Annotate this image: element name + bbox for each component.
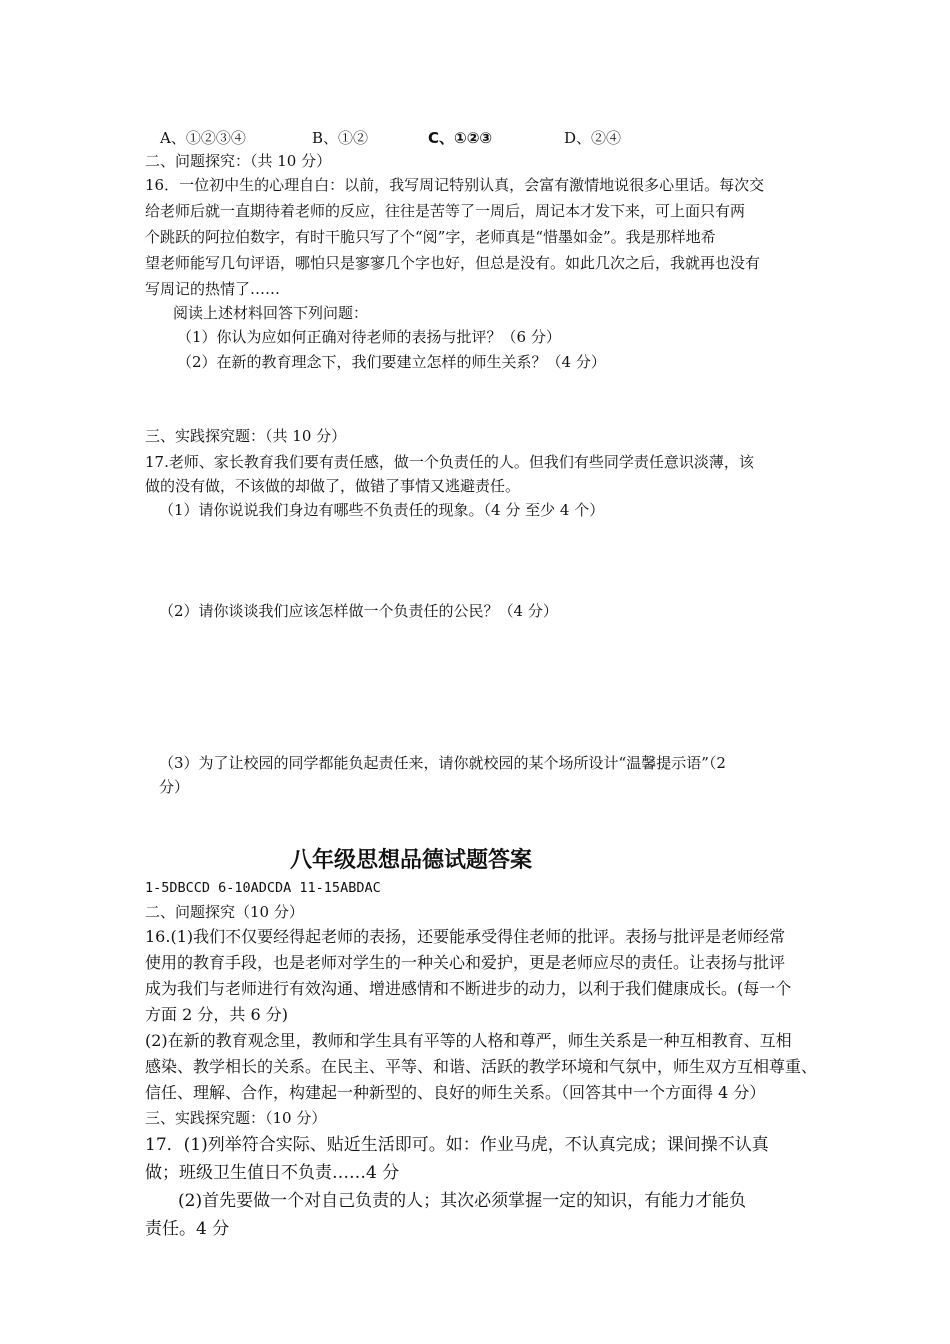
q16-line: 望老师能写几句评语，哪怕只是寥寥几个字也好，但总是没有。如此几次之后，我就再也没有 [145,254,761,272]
q17-sub3: （3）为了让校园的同学都能负起责任来，请你就校园的某个场所设计“温馨提示语”（2 [159,754,726,772]
q16-sub1: （1）你认为应如何正确对待老师的表扬与批评？（6 分） [177,328,561,346]
answer-title: 八年级思想品德试题答案 [290,848,533,873]
answer16-line: 方面 2 分，共 6 分) [145,1005,288,1024]
answer16-line: 成为我们与老师进行有效沟通、增进感情和不断进步的动力，以利于我们健康成长。(每一个 [145,979,792,998]
answer17-line: 做；班级卫生值日不负责……4 分 [145,1163,400,1183]
answer16-line: 使用的教育手段，也是老师对学生的一种关心和爱护，更是老师应尽的责任。让表扬与批评 [145,953,786,972]
q16-line: 给老师后就一直期待着老师的反应，往往是苦等了一周后，周记本才发下来，可上面只有两 [145,202,746,220]
answer16-line: 感染、教学相长的关系。在民主、平等、和谐、活跃的教学环境和气氛中，师生双方互相尊重、 [145,1057,818,1076]
q17-sub3-cont: 分） [159,778,190,796]
answer-section3-heading: 三、实践探究题：（10 分） [145,1109,327,1127]
option-b: B、①② [312,129,369,147]
q17-sub2: （2）请你谈谈我们应该怎样做一个负责任的公民？（4 分） [159,602,558,620]
option-d: D、②④ [564,129,622,147]
answer16-line: 16.(1)我们不仅要经得起老师的表扬，还要能承受得住老师的批评。表扬与批评是老师经常 [145,927,786,946]
q16-line: 个跳跃的阿拉伯数字，有时干脆只写了个“阅”字，老师真是“惜墨如金”。我是那样地希 [145,228,716,246]
answer17-line: (2)首先要做一个对自己负责的人；其次必须掌握一定的知识，有能力才能负 [178,1191,747,1211]
section2-heading: 二、问题探究：（共 10 分） [145,152,332,170]
answer-section2-heading: 二、问题探究（10 分） [145,903,304,921]
q17-line: 做的没有做，不该做的却做了，做错了事情又逃避责任。 [145,477,521,495]
q16-instruction: 阅读上述材料回答下列问题： [173,304,369,322]
answer17-line: 责任。4 分 [145,1219,230,1239]
option-a: A、①②③④ [160,129,246,147]
answer17-line: 17．(1)列举符合实际、贴近生活即可。如：作业马虎，不认真完成；课间操不认真 [145,1135,769,1155]
q16-line: 16．一位初中生的心理自白：以前，我写周记特别认真，会富有激情地说很多心里话。每次交 [145,176,765,194]
answer16-line: (2)在新的教育观念里，教师和学生具有平等的人格和尊严，师生关系是一种互相教育、互相 [145,1031,792,1050]
q16-line: 写周记的热情了…… [145,280,281,298]
q17-sub1: （1）请你说说我们身边有哪些不负责任的现象。（4 分 至少 4 个） [159,501,605,519]
answer16-line: 信任、理解、合作，构建起一种新型的、良好的师生关系。（回答其中一个方面得 4 分） [145,1083,766,1102]
q17-line: 17.老师、家长教育我们要有责任感，做一个负责任的人。但我们有些同学责任意识淡薄，该 [145,453,754,471]
q16-sub2: （2）在新的教育理念下，我们要建立怎样的师生关系？（4 分） [177,353,606,371]
choice-answer-key: 1-5DBCCD 6-10ADCDA 11-15ABDAC [145,880,381,896]
section3-heading: 三、实践探究题：（共 10 分） [145,427,347,445]
option-c: C、①②③ [428,129,493,147]
